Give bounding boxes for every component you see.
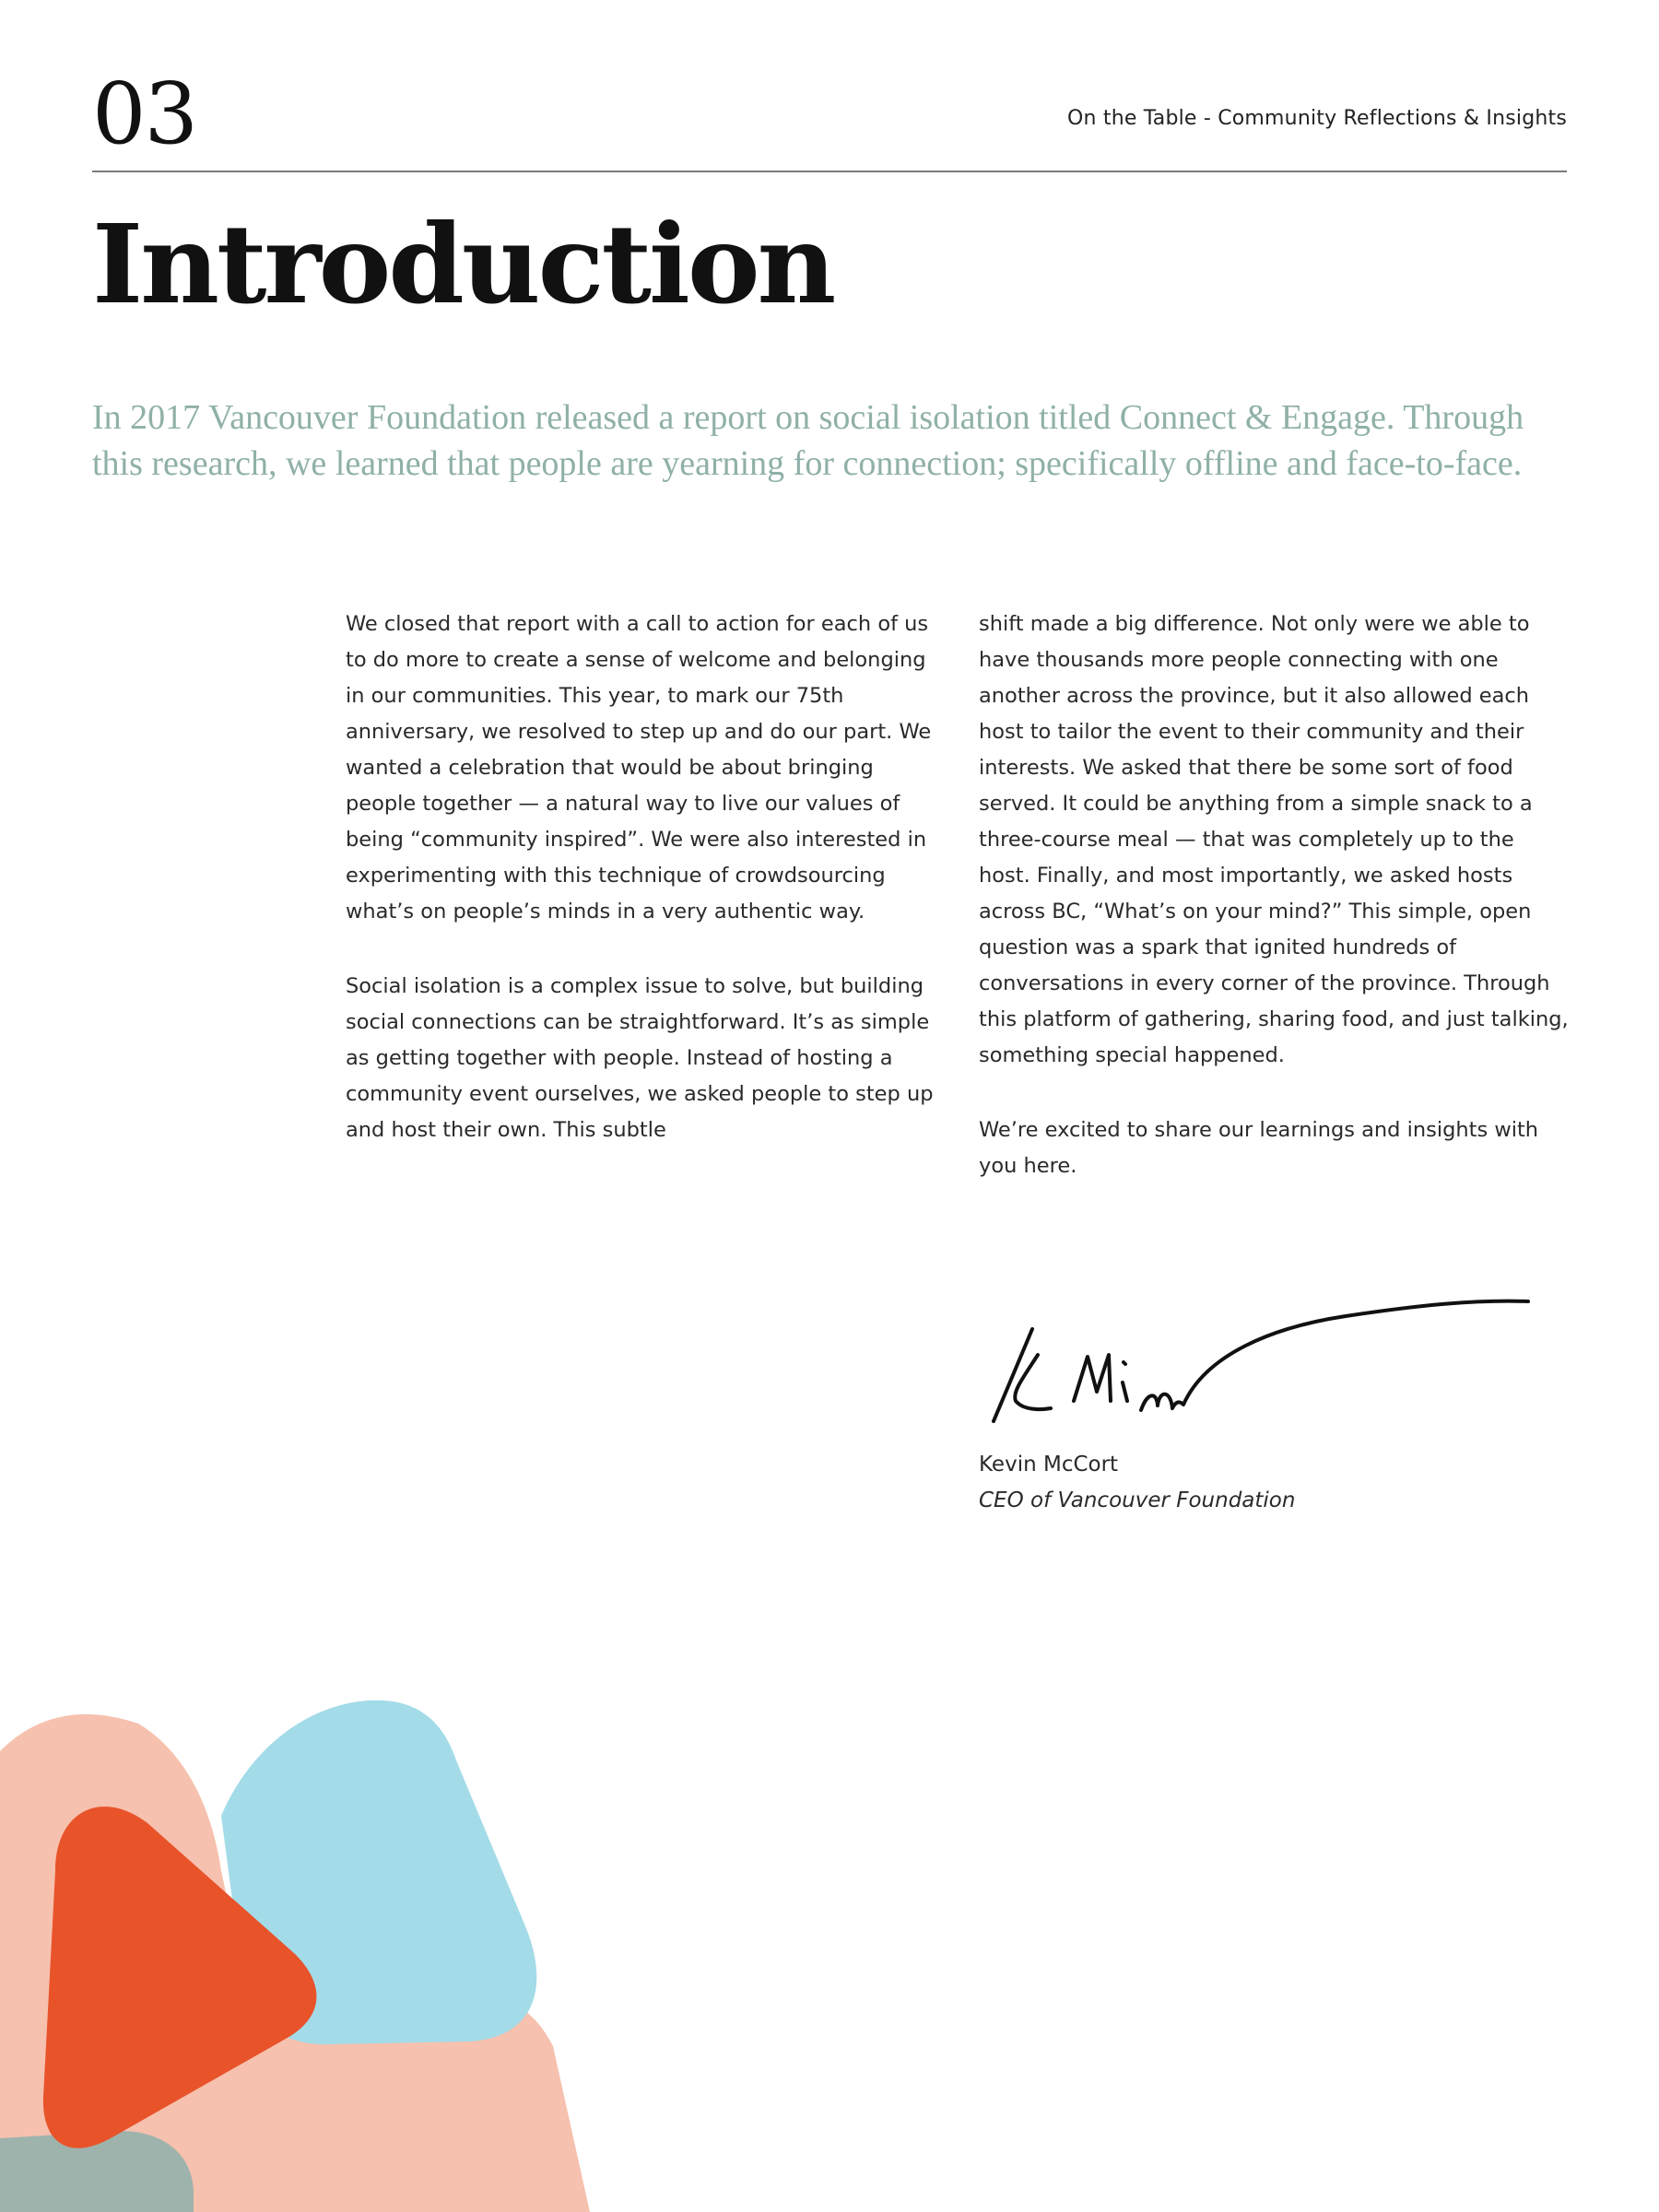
page-title: Introduction [92,200,834,328]
body-column-left [346,606,935,1187]
signature-stroke [1124,1362,1125,1364]
decorative-shapes [0,1567,590,2212]
signer-title: CEO of Vancouver Foundation [979,1488,1296,1512]
header-divider [92,171,1567,172]
signer-name: Kevin McCort [979,1453,1119,1477]
running-header: On the Table - Community Reflections & Insights [1067,107,1567,130]
page-number: 03 [92,65,197,163]
lede-paragraph: In 2017 Vancouver Foundation released a report on social isolation titled Connect & Engage. Through this research, we learned that people are yearning for connection; specifically offline and face-to-face. [92,398,1524,483]
signature-stroke [1074,1355,1111,1401]
signature-stroke [1015,1355,1051,1409]
signature-stroke [1123,1382,1127,1401]
body-paragraph: Social isolation is a complex issue to solve, but building social connections can be straightforward. It’s as simple as getting together with people. Instead of hosting a community event ourselves, we asked people to step up and host their own. This subtle [346,974,934,1142]
signature-image [959,1263,1548,1447]
signature-stroke [1141,1301,1528,1410]
body-paragraph: shift made a big difference. Not only were we able to have thousands more people connecting with one another across the province, but it also allowed each host to tailor the event to their community and their interests. We asked that there be some sort of food served. It could be anything from a simple snack to a three-course meal — that was completely up to the host. Finally, and most importantly, we asked hosts across BC, “What’s on your mind?” This simple, open question was a spark that ignited hundreds of conversations in every corner of the province. Through this platform of gathering, sharing food, and just talking, something special happened. [979,612,1569,1067]
body-paragraph: We closed that report with a call to action for each of us to do more to create a sense of welcome and belonging in our communities. This year, to mark our 75th anniversary, we resolved to step up and do our part. We wanted a celebration that would be about bringing people together — a natural way to live our values of being “community inspired”. We were also interested in experimenting with this technique of crowdsourcing what’s on people’s minds in a very authentic way. [346,612,932,924]
body-column-right [979,606,1569,1223]
body-paragraph: We’re excited to share our learnings and insights with you here. [979,1118,1539,1178]
